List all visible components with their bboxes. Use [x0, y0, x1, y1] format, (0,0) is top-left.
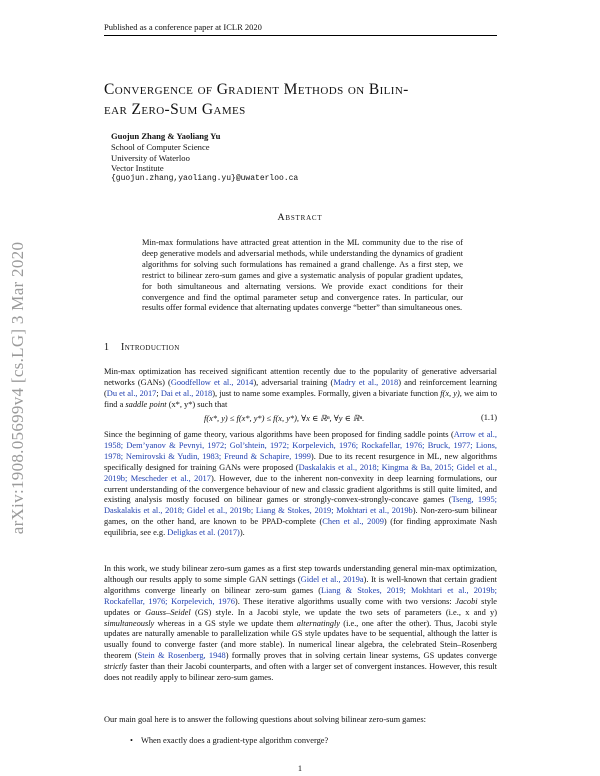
citation-link[interactable]: Stein & Rosenberg, 1948 — [137, 651, 226, 661]
text-span: (x*, y*) such that — [166, 399, 228, 409]
equation-label: (1.1) — [480, 413, 497, 422]
author-names: Guojun Zhang & Yaoliang Yu — [111, 131, 221, 141]
text-span: ), adversarial training ( — [253, 377, 334, 387]
text-span: whereas in a GS style we update them — [154, 618, 297, 628]
text-span: ) formally proves that in solving certain linear systems, GS updates converge — [225, 651, 497, 661]
section-title: Introduction — [121, 342, 180, 353]
running-header: Published as a conference paper at ICLR 2020 — [104, 22, 497, 36]
paragraph-4: Our main goal here is to answer the following questions about solving bilinear zero-sum games: — [104, 715, 426, 724]
page-number: 1 — [297, 764, 303, 773]
text-span: (i.e., one after the other). Thus, Jacobi style updates are naturally amenable to parallelization while GS style updates have to be sequential, although the latter is usually found to converge faster (and more stable). In numerical linear algebra, the celebrated Stein–Rosenberg theorem ( — [104, 618, 497, 661]
citation-link[interactable]: Deligkas et al. (2017) — [167, 528, 240, 538]
bullet-dot-icon: • — [130, 736, 133, 745]
citation-link[interactable]: Madry et al., 2018 — [333, 377, 399, 387]
author-email[interactable]: {guojun.zhang,yaoliang.yu}@uwaterloo.ca — [111, 174, 299, 184]
text-span: style updates or — [104, 596, 498, 617]
paper-title — [104, 80, 504, 120]
abstract-text: Min-max formulations have attracted great attention in the ML community due to the rise of deep generative models and adversarial methods, while understanding the dynamics of gradient algorithms for solving such formulations has remained a grand challenge. As a first step, we restrict to bilinear zero-sum games and give a systematic analysis of popular gradient updates, for both simultaneous and alternating versions. We provide exact conditions for their convergence and find the optimal parameter setup and convergence rates. In particular, our results offer formal evidence that alternating updates converge “better” than simultaneous ones. — [142, 238, 463, 313]
emphasis: simultaneously — [104, 618, 155, 628]
text-span: ). — [239, 528, 245, 538]
text-span: ). Non-zero-sum bilinear games, on the other hand, are known to be PPAD-complete ( — [104, 506, 497, 527]
section-number: 1 — [104, 342, 109, 353]
bullet-text: When exactly does a gradient-type algorithm converge? — [140, 736, 329, 745]
citation-link[interactable]: Dai et al., 2018 — [160, 388, 213, 398]
text-span: ) and reinforcement learning ( — [104, 377, 497, 398]
emphasis: strictly — [104, 662, 128, 672]
citation-link[interactable]: Tseng, 1995; Daskalakis et al., 2018; Gidel et al., 2019b; Liang & Stokes, 2019; Mokhtari et al., 2019b — [104, 495, 497, 516]
section-heading — [104, 342, 180, 353]
author-block — [111, 131, 411, 185]
citation-link[interactable]: Chen et al., 2009 — [322, 517, 384, 527]
text-span: In this work, we study bilinear zero-sum games as a first step towards understanding general min-max optimization, although our results apply to some simple GAN settings ( — [104, 564, 497, 584]
text-span: ), just to name some examples. Formally, given a bivariate function — [212, 388, 441, 398]
citation-link[interactable]: Du et al., 2017 — [106, 388, 157, 398]
emphasis: Gauss–Seidel — [145, 607, 191, 617]
author-department: School of Computer Science — [111, 141, 210, 152]
citation-link[interactable]: Daskalakis et al., 2018; Kingma & Ba, 2015; Gidel et al., 2019b; Mescheder et al., 2017 — [104, 462, 497, 483]
equation-1-1 — [104, 413, 497, 425]
author-institute: Vector Institute — [111, 163, 164, 174]
paragraph-1 — [104, 367, 497, 411]
equation-formula: f(x*, y) ≤ f(x*, y*) ≤ f(x, y*), ∀x ∈ ℝⁿ, ∀y ∈ ℝⁿ. — [204, 414, 365, 423]
arxiv-watermark: arXiv:1908.05699v4 [cs.LG] 3 Mar 2020 — [8, 241, 27, 535]
text-span: ). However, due to the inherent non-convexity in deep learning formulations, our current understanding of the convergence behaviour of new and classic gradient algorithms is still quite limited, and existing analysis mostly focused on bilinear games or strongly-convex-strongly-concave games ( — [104, 473, 497, 505]
text-span: ) (for finding approximate Nash equilibria, see e.g. — [104, 517, 497, 538]
text-span: Since the beginning of game theory, various algorithms have been proposed for finding saddle points ( — [104, 430, 454, 439]
abstract-heading: Abstract — [277, 212, 323, 223]
text-span: ). Due to its recent resurgence in ML, new algorithms specifically designed for training GANs were proposed ( — [104, 451, 498, 472]
citation-link[interactable]: Gidel et al., 2019a — [300, 574, 364, 584]
citation-link[interactable]: Arrow et al., 1958; Dem’yanov & Pevnyi, 1972; Gol’shtein, 1972; Korpelevich, 1976; Rockafellar, 1976; Bruck, 1977; Lions, 1978; Nemirovski & Yudin, 1983; Freund & Schapire, 1999 — [104, 430, 497, 461]
text-span: (GS) style. In a Jacobi style, we update the two sets of parameters (i.e., x and y) — [190, 607, 497, 617]
title-line-2: ear Zero-Sum Games — [104, 101, 246, 118]
math-inline: f(x, y) — [440, 388, 460, 398]
paragraph-3 — [104, 564, 497, 684]
author-university: University of Waterloo — [111, 152, 190, 163]
emphasis: saddle point — [125, 399, 167, 409]
citation-link[interactable]: Liang & Stokes, 2019; Mokhtari et al., 2019b; Rockafellar, 1976; Korpelevich, 1976 — [104, 585, 497, 606]
text-span: ). These iterative algorithms usually come with two versions: — [234, 596, 456, 606]
paragraph-2 — [104, 430, 497, 539]
text-span: faster than their Jacobi counterparts, and often with a larger set of convergent instances. However, this result does not readily apply to bilinear zero-sum games. — [104, 662, 497, 683]
text-span: , we aim to find a — [104, 388, 498, 409]
emphasis: alternatingly — [296, 618, 341, 628]
bullet-item — [130, 736, 328, 745]
text-span: ; — [156, 388, 161, 398]
title-line-1: Convergence of Gradient Methods on Bilin- — [104, 81, 409, 98]
text-span: ). It is well-known that certain gradient algorithms converge linearly on bilinear zero-sum games ( — [104, 574, 498, 595]
emphasis: Jacobi — [455, 596, 478, 606]
text-span: Min-max optimization has received significant attention recently due to the popularity of generative adversarial networks (GANs) ( — [104, 367, 497, 387]
citation-link[interactable]: Goodfellow et al., 2014 — [170, 377, 254, 387]
